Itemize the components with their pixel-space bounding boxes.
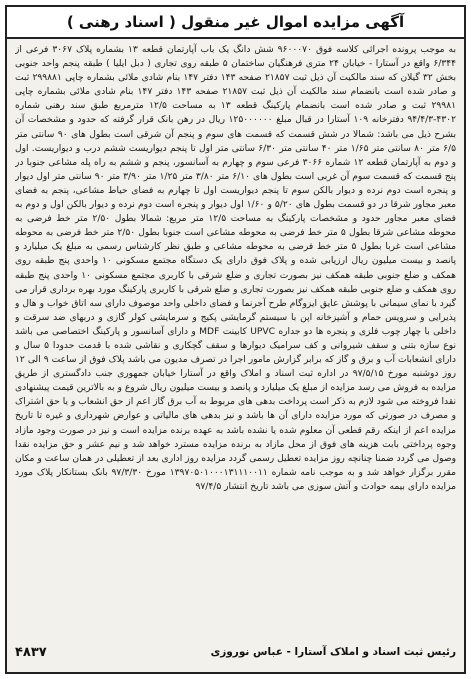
notice-body [15, 43, 456, 633]
notice-title: آگهی مزایده اموال غیر منقول ( اسناد رهنی ) [66, 13, 405, 31]
notice-footer [15, 638, 456, 666]
ad-code: ۴۸۳۷ [15, 644, 47, 660]
auction-notice [5, 5, 466, 674]
notice-header [7, 7, 464, 39]
signature-line: رئیس ثبت اسناد و املاک آستارا - عباس نوروزی [210, 646, 456, 658]
notice-body-text: به موجب پرونده اجرائی کلاسه فوق ۹۶۰۰۰۷۰ شش دانگ یک باب آپارتمان قطعه ۱۳ بشماره پلاک ۳۰۶۷ فرعی از ۶/۳۴۴ واقع در آستارا - خیابان ۲۴ متری فرهنگیان ساختمان ۵ طبقه روی تجاری ( دبل ایلیا ) طبقه پنجم واحد جنوبی بخش ۳۲ گیلان که سند مالکیت آن ذیل ثبت ۲۱۸۵۷ صفحه ۱۴۳ دفتر ۱۴۷ بنام شادی ملائی بشماره چاپی ۲۹۹۸۸۱ ثبت و صادر شده است بانضمام سند مالکیت آن ذیل ثبت ۲۱۸۵۷ صفحه ۱۴۳ دفتر ۱۴۷ بنام شادی ملائی بشماره چاپی ۲۹۹۸۱ ثبت و صادر شده است بانضمام پارکینگ قطعه ۱۳ به مساحت ۱۲/۵ مترمربع طبق سند رهنی شماره ۴۳۰۲-۹۴/۴/۳ دفترخانه ۱۰۹ آستارا در قبال مبلغ ۱۲۵۰۰۰۰۰۰ ریال در رهن بانک قرار گرفته که حدود و مشخصات آن بشرح ذیل می باشد: شمالا در شش قسمت که قسمت های سوم و پنجم آن شرقی است بطول های ۹۰ سانتی متر ۶/۵ متر ۸۰ سانتی متر ۱/۶۵ متر ۴۰ سانتی متر ۶/۳۰ سانتی متر اول تا پنجم دیواریست ششم درب و دیواریست. اول و دوم به آپارتمان قطعه ۱۲ شماره ۳۰۶۶ فرعی سوم و چهارم به آسانسور، پنجم و ششم به راه پله مشاعی جنوبا در پنج قسمت که قسمت سوم آن غربی است بطول های ۶/۱۰ متر ۳/۸۰ متر ۱/۲۵ متر ۳/۹۰ متر ۹۰ سانتی متر اول دیوار و پنجره است دوم نرده و دیوار بالکن سوم تا پنجم دیواریست اول تا چهارم به فضای حیاط مشاعی، پنجم به فضای معبر مجاور شرقا در دو قسمت بطول های ۵/۲۰ و ۱/۶۰ اول دیوار و پنجره است دوم نرده و دیوار بالکن اول و دوم به فضای معبر مجاور حدود و مشخصات پارکینگ به مساحت ۱۲/۵ متر مربع: شمالا بطول ۲/۵۰ متر خط فرضی به محوطه مشاعی شرقا بطول ۵ متر خط فرضی به محوطه مشاعی است جنوبا بطول ۲/۵۰ متر خط فرضی به محوطه مشاعی است غربا بطول ۵ متر خط فرضی به محوطه مشاعی و طبق نظر کارشناس رسمی به مبلغ یک میلیارد و پانصد و بیست میلیون ریال ارزیابی شده و پلاک فوق دارای یک دستگاه مجتمع مسکونی ۱۰ واحدی پنج طبقه روی همکف و ضلع جنوبی طبقه همکف نیز بصورت تجاری و ضلع شرقی با کاربری مجتمع مسکونی ۱۰ واحدی پنج طبقه روی همکف و ضلع جنوبی طبقه همکف نیز بصورت تجاری و ضلع شرقی با کاربری پارکینگ مورد بهره برداری قرار می گیرد با نمای سیمانی با پوشش عایق ایزوگام طرح آجرنما و فضای داخلی واحد موصوف دارای سه اتاق خواب و هال و پذیرایی و سرویس حمام و آشپزخانه اپن با سیستم گرمایشی پکیج و سرمایشی کولر گازی و دربهای ضد سرقت و داخلی با چهار چوب فلزی و پنجره ها دو جداره UPVC کابینت MDF و دارای آسانسور و پارکینگ اختصاصی می باشد نوع سازه بتنی و سقف شیروانی و کف سرامیک دیوارها و سقف گچکاری و نقاشی شده با قدمت حدودا ۵ سال و دارای انشعابات آب و برق و گاز که برابر گزارش مامور اجرا در تصرف مدیون می باشد پلاک فوق از ساعت ۹ الی ۱۲ روز دوشنبه مورخ ۹۷/۵/۱۵ در اداره ثبت اسناد و املاک واقع در آستارا خیابان جمهوری جنب دادگستری از طریق مزایده به فروش می رسد مزایده از مبلغ یک میلیارد و پانصد و بیست میلیون ریال شروع و به بالاترین قیمت پیشنهادی نقدا فروخته می شود لازم به ذکر است پرداخت بدهی های مربوط به آب برق گاز اعم از حق انشعاب و یا حق اشتراک و مصرف در صورتی که مورد مزایده دارای آن ها باشد و نیز بدهی های مالیاتی و عوارض شهرداری و غیره تا تاریخ مزایده اعم از اینکه رقم قطعی آن معلوم شده یا نشده باشد به عهده برنده مزایده است و نیز در صورت وجود مازاد وجوه پرداختی بابت هزینه های فوق از محل مازاد به برنده مزایده مسترد خواهد شد و نیم عشر و حق مزایده نقدا وصول می گردد ضمنا چنانچه روز مزایده تعطیل رسمی گردد مزایده روز اداری بعد از تعطیلی در همان ساعت و مکان مقرر برگزار خواهد شد و به موجب نامه شماره ۱۳۹۷۰۵۰۱۰۰۰۱۳۱۱۱۰۰۱۱ مورخ ۹۷/۳/۳۰ بانک بستانکار پلاک مورد مزایده دارای بیمه حوادث و آتش سوزی می باشد تاریخ انتشار ۹۷/۴/۵ [15, 45, 456, 492]
